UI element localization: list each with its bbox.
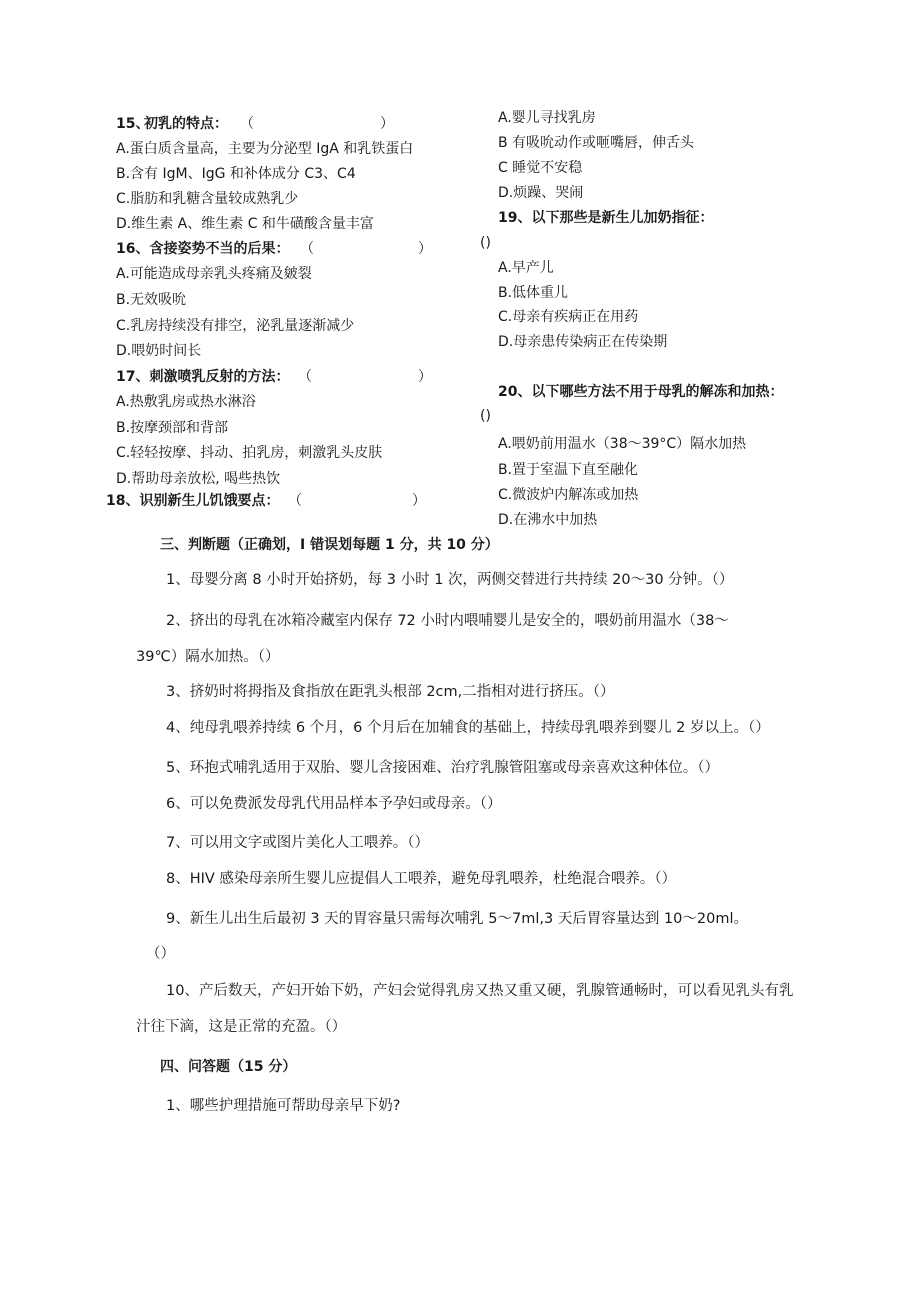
tf-item-2: 2、挤出的母乳在冰箱冷藏室内保存 72 小时内喂哺婴儿是安全的，喂奶前用温水（38～ [166,613,729,629]
section3-heading: 三、判断题（正确划，I 错误划每题 1 分，共 10 分） [160,537,499,553]
q15-number: 15、 [116,116,150,132]
tf-item-8: 8、HIV 感染母亲所生婴儿应提倡人工喂养，避免母乳喂养，杜绝混合喂养。（） [166,871,677,887]
q16-stem: 16、含接姿势不当的后果： [116,241,290,257]
q15-paren-open: （ [240,116,254,132]
q16-paren-open: （ [300,241,314,257]
q16-paren-close: ） [418,241,432,257]
tf-item-9: 9、新生儿出生后最初 3 天的胃容量只需每次哺乳 5～7ml,3 天后胃容量达到 10～20ml。 [166,911,748,927]
q18-option-c: C 睡觉不安稳 [498,160,583,176]
q20-option-c: C.微波炉内解冻或加热 [498,487,639,503]
q15-option-d: D.维生素 A、维生素 C 和牛磺酸含量丰富 [116,216,374,232]
tf-item-7: 7、可以用文字或图片美化人工喂养。（） [166,835,429,851]
q19-option-a: A.早产儿 [498,260,554,276]
q19-paren: () [480,235,491,251]
section4-heading: 四、问答题（15 分） [160,1059,297,1075]
q17-paren-close: ） [418,369,432,385]
q15-option-b: B.含有 IgM、IgG 和补体成分 C3、C4 [116,166,356,182]
q15-paren-close: ） [380,116,394,132]
q17-option-c: C.轻轻按摩、抖动、拍乳房，刺激乳头皮肤 [116,445,383,461]
q16-option-d: D.喂奶时间长 [116,343,202,359]
q16-option-a: A.可能造成母亲乳头疼痛及皴裂 [116,266,312,282]
q20-option-d: D.在沸水中加热 [498,512,598,528]
q17-option-a: A.热敷乳房或热水淋浴 [116,394,256,410]
q20-paren: () [480,408,491,424]
q17-option-d: D.帮助母亲放松, 喝些热饮 [116,471,281,487]
q18-paren-open: （ [288,493,302,509]
q15-option-a: A.蛋白质含量高，主要为分泌型 IgA 和乳铁蛋白 [116,141,414,157]
tf-item-10: 10、产后数天，产妇开始下奶，产妇会觉得乳房又热又重又硬，乳腺管通畅时，可以看见乳头有乳 [166,983,794,999]
q18-option-d: D.烦躁、哭闹 [498,185,584,201]
qa-question-1: 1、哪些护理措施可帮助母亲早下奶? [166,1098,401,1114]
tf-item-3: 3、挤奶时将拇指及食指放在距乳头根部 2cm,二指相对进行挤压。（） [166,684,615,700]
q15-option-c: C.脂肪和乳糖含量较成熟乳少 [116,191,299,207]
tf-item-1: 1、母婴分离 8 小时开始挤奶，每 3 小时 1 次，两侧交替进行共持续 20～30 分钟。（） [166,572,734,588]
q19-option-d: D.母亲患传染病正在传染期 [498,334,668,350]
q20-option-a: A.喂奶前用温水（38～39°C）隔水加热 [498,436,747,452]
tf-item-2-cont: 39℃）隔水加热。（） [136,649,280,665]
tf-item-9-cont: （） [146,946,175,962]
tf-item-10-cont: 汁往下滴，这是正常的充盈。（） [136,1019,347,1035]
q18-paren-close: ） [412,493,426,509]
q17-stem: 17、刺激喷乳反射的方法： [116,369,290,385]
q18-stem: 18、识别新生儿饥饿要点： [106,493,280,509]
q18-option-b: B 有吸吮动作或咂嘴唇，伸舌头 [498,135,695,151]
q17-paren-open: （ [298,369,312,385]
q15-stem: 初乳的特点： [144,116,228,132]
tf-item-6: 6、可以免费派发母乳代用品样本予孕妇或母亲。（） [166,796,502,812]
tf-item-5: 5、环抱式哺乳适用于双胎、婴儿含接困难、治疗乳腺管阻塞或母亲喜欢这种体位。（） [166,760,719,776]
tf-item-4: 4、纯母乳喂养持续 6 个月，6 个月后在加辅食的基础上，持续母乳喂养到婴儿 2 岁以上。（） [166,720,770,736]
q20-stem: 20、以下哪些方法不用于母乳的解冻和加热： [498,384,784,400]
q17-option-b: B.按摩颈部和背部 [116,420,229,436]
q19-option-b: B.低体重儿 [498,285,569,301]
q16-option-c: C.乳房持续没有排空，泌乳量逐渐减少 [116,318,355,334]
q16-option-b: B.无效吸吮 [116,292,187,308]
q19-stem: 19、以下那些是新生儿加奶指征： [498,210,714,226]
q18-option-a: A.婴儿寻找乳房 [498,110,596,126]
q19-option-c: C.母亲有疾病正在用药 [498,309,639,325]
q20-option-b: B.置于室温下直至融化 [498,462,639,478]
